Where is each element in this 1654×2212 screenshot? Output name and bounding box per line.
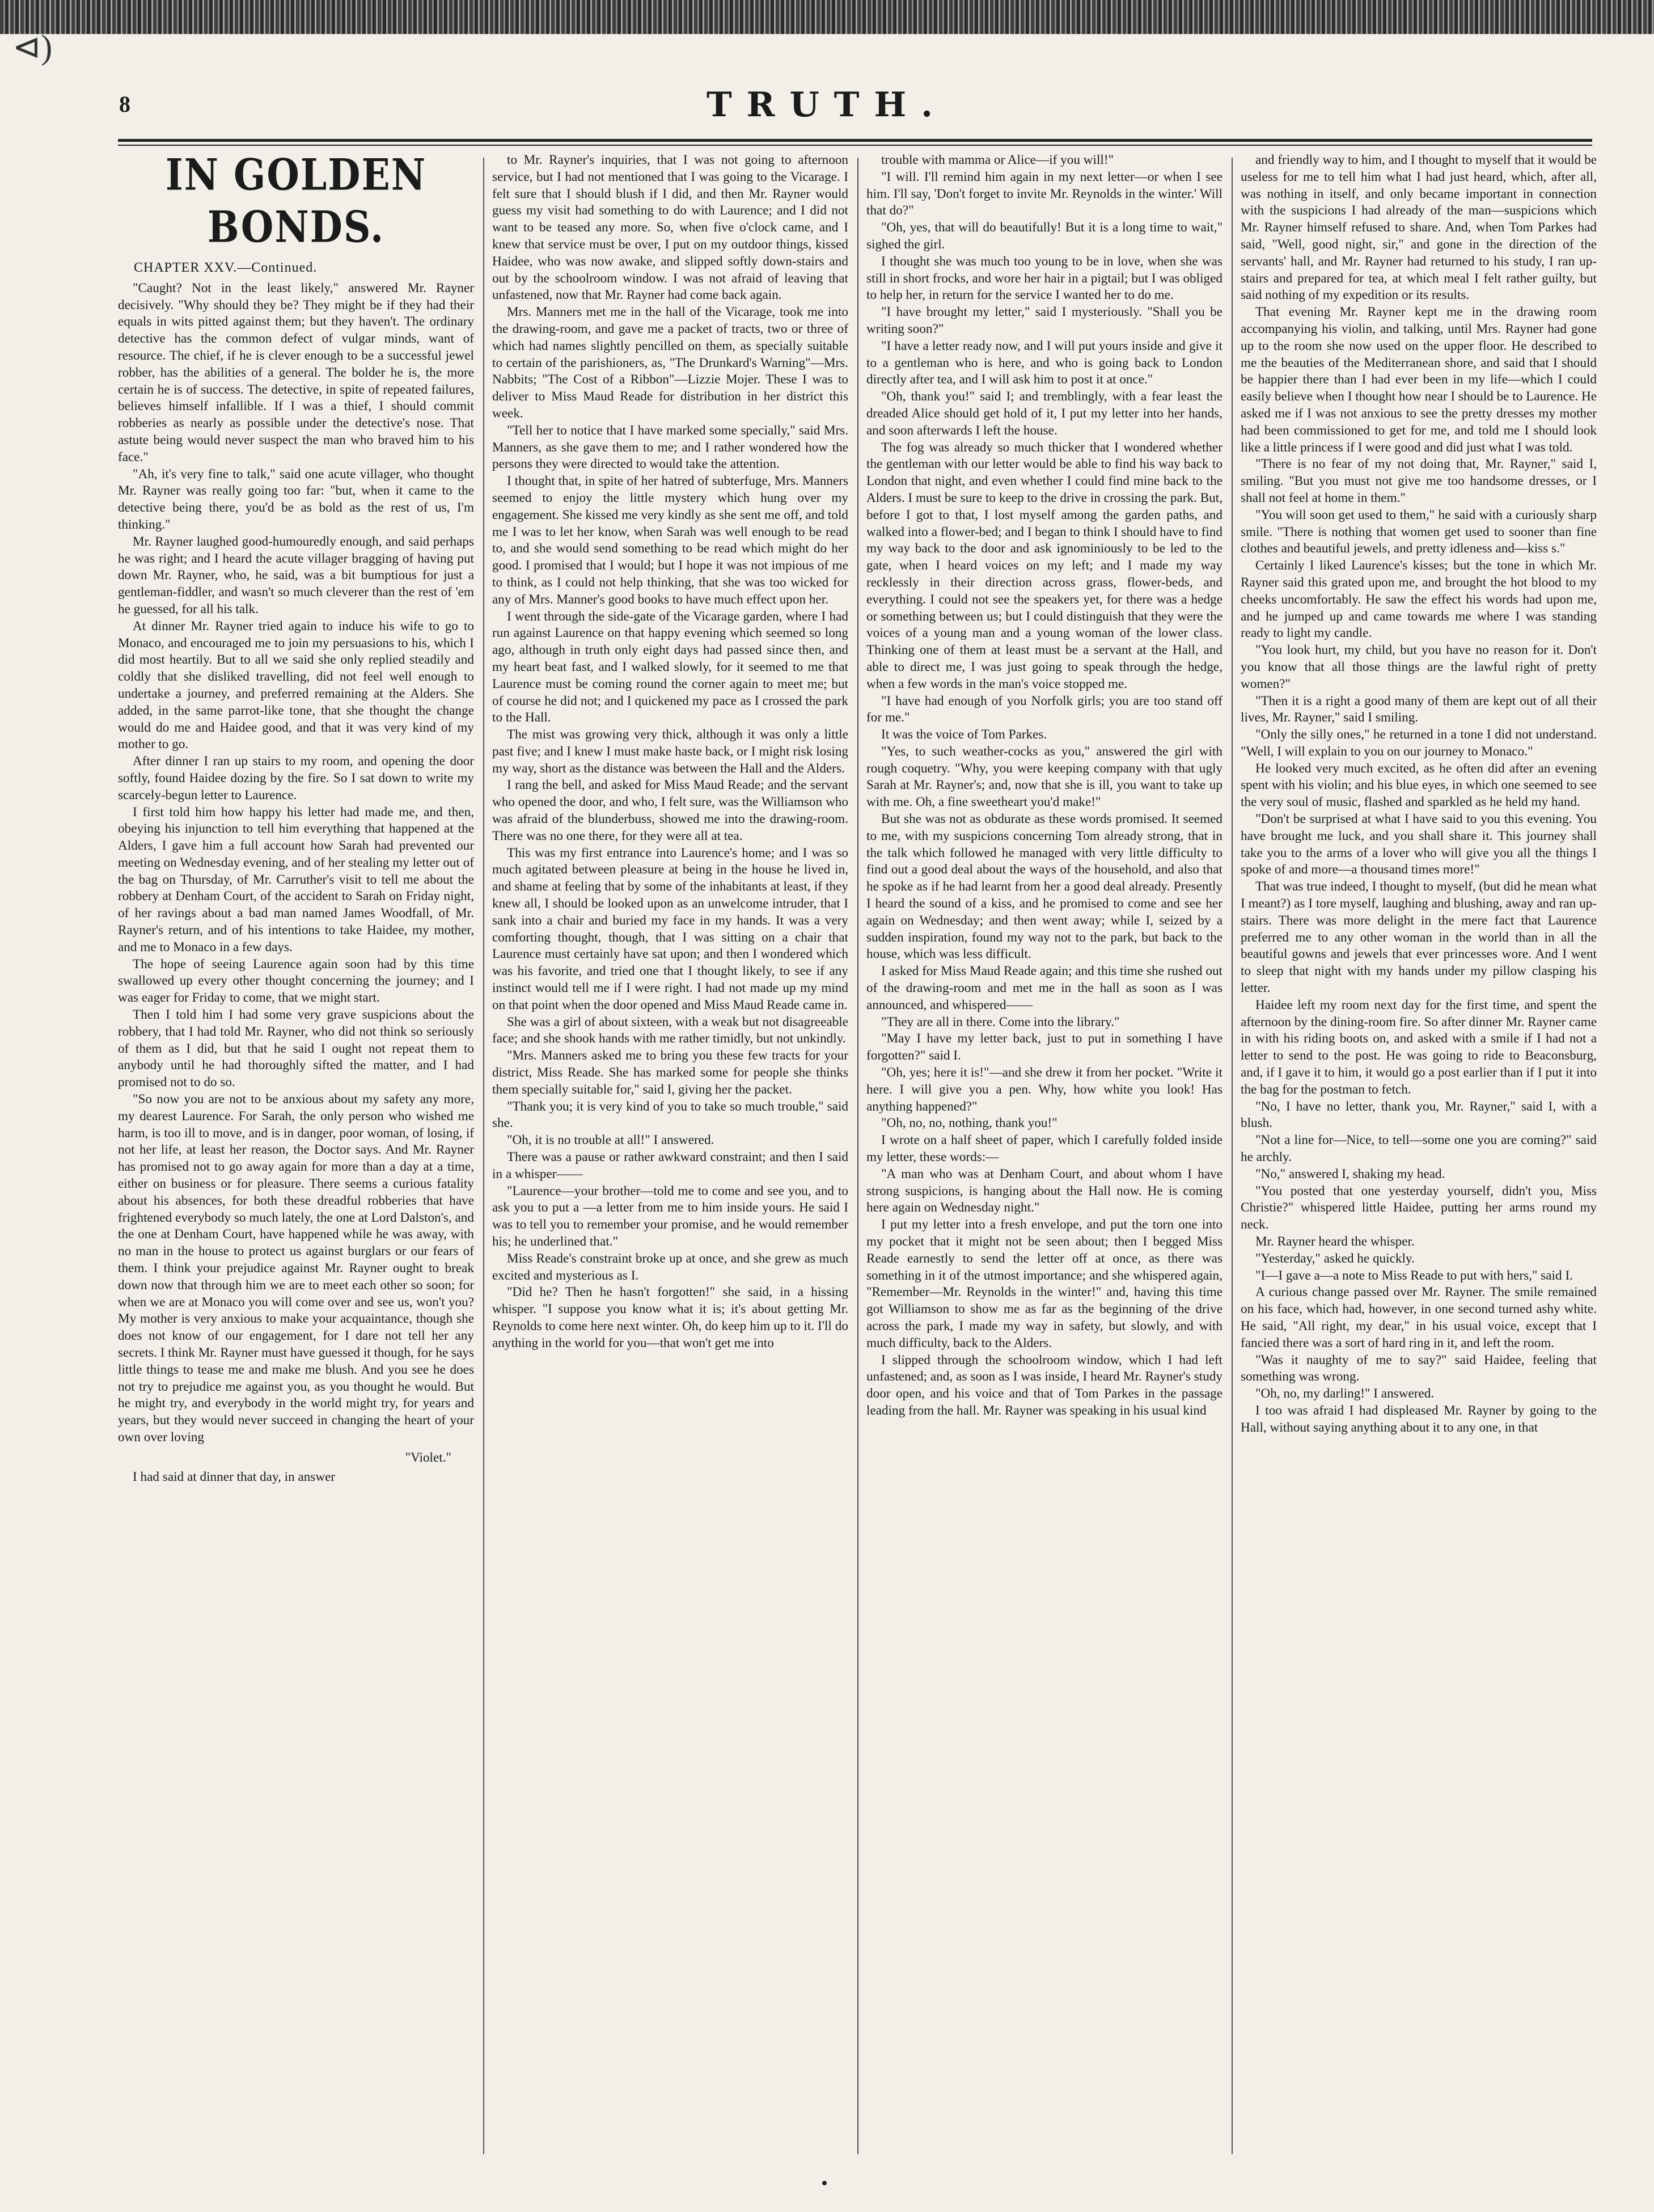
paragraph: "Tell her to notice that I have marked some specially," said Mrs. Manners, as she gave them to me; and I rather wondered how the persons they were directed to would take the attention. xyxy=(492,423,848,472)
paragraph: "Laurence—your brother—told me to come and see you, and to ask you to put a —a letter from me to him inside yours. He said I was to tell you to remember your promise, and he would remember his; he underlined that." xyxy=(492,1183,848,1249)
paragraph: "I will. I'll remind him again in my next letter—or when I see him. I'll say, 'Don't forget to invite Mr. Reynolds in the winter.' Will that do?" xyxy=(866,169,1222,218)
column-4 xyxy=(1241,152,1597,2171)
paragraph: "Oh, no, my darling!" I answered. xyxy=(1255,1386,1435,1402)
paragraph: "Oh, yes; here it is!"—and she drew it from her pocket. "Write it here. I will give you a pen. Why, how white you look! Has anything happened?" xyxy=(866,1065,1222,1114)
corner-mark: ⊲) xyxy=(12,28,53,66)
paragraph: "I have brought my letter," said I mysteriously. "Shall you be writing soon?" xyxy=(866,305,1222,336)
paragraph: "May I have my letter back, just to put in something I have forgotten?" said I. xyxy=(866,1031,1222,1063)
story-title: IN GOLDEN BONDS. xyxy=(165,152,427,252)
paragraph: "Yesterday," asked he quickly. xyxy=(1255,1251,1415,1266)
paragraph: After dinner I ran up stairs to my room, and opening the door softly, found Haidee dozing by the fire. So I sat down to write my scarcely-begun letter to Laurence. xyxy=(118,754,474,803)
paragraph: "I have had enough of you Norfolk girls; you are too stand off for me." xyxy=(866,693,1222,725)
paragraph: Haidee left my room next day for the first time, and spent the afternoon by the dining-room fire. So after dinner Mr. Rayner came in with his riding boots on, and asked with a smile if I had not a letter to send to the post. He was going to ride to Beaconsburg, and, if I gave it to him, it would go a post earlier than if I put it into the bag for the postman to fetch. xyxy=(1241,997,1597,1097)
paragraph: "Oh, yes, that will do beautifully! But it is a long time to wait," sighed the girl. xyxy=(866,220,1222,252)
chapter-heading: CHAPTER XXV.—Continued. xyxy=(134,260,318,275)
paragraph: "Ah, it's very fine to talk," said one acute villager, who thought Mr. Rayner was really going too far: "but, when it came to the detective being there, you'd be as bold as the rest of us, I'm thinking." xyxy=(118,466,474,532)
paragraph: "I—I gave a—a note to Miss Reade to put with hers," said I. xyxy=(1255,1268,1573,1283)
paragraph: The mist was growing very thick, although it was only a little past five; and I knew I must make haste back, or I might risk losing my way, short as the distance was between the Hall and the Alders. xyxy=(492,727,848,776)
paragraph: He looked very much excited, as he often did after an evening spent with his violin; and his blue eyes, in which one seemed to see the very soul of music, flashed and sparkled as he held my hand. xyxy=(1241,761,1597,810)
paragraph: "Don't be surprised at what I have said to you this evening. You have brought me luck, and you shall share it. This journey shall take you to the arms of a lover who will give you all the things I spoke of and more—a thousand times more!" xyxy=(1241,812,1597,877)
paragraph: "Thank you; it is very kind of you to take so much trouble," said she. xyxy=(492,1099,848,1131)
paragraph: "No," answered I, shaking my head. xyxy=(1255,1166,1445,1181)
column-divider xyxy=(1232,158,1233,2154)
paragraph: Miss Reade's constraint broke up at once, and she grew as much excited and mysterious as I. xyxy=(492,1251,848,1283)
column-divider xyxy=(857,158,858,2154)
paragraph: "You will soon get used to them," he said with a curiously sharp smile. "There is nothing that women get used to sooner than fine clothes and beautiful jewels, and pretty idleness and—kiss s." xyxy=(1241,507,1597,556)
paragraph: "Oh, thank you!" said I; and tremblingly, with a fear least the dreaded Alice should get hold of it, I put my letter into her hands, and soon afterwards I left the house. xyxy=(866,389,1222,438)
column-1 xyxy=(118,152,474,2171)
paragraph: It was the voice of Tom Parkes. xyxy=(881,727,1047,742)
paragraph: I had said at dinner that day, in answer xyxy=(133,1469,336,1484)
paragraph: Certainly I liked Laurence's kisses; but the tone in which Mr. Rayner said this grated upon me, and brought the hot blood to my cheeks uncomfortably. He saw the effect his words had upon me, and he jumped up and came towards me where I was standing ready to light my candle. xyxy=(1241,558,1597,641)
paragraph: "They are all in there. Come into the library." xyxy=(881,1014,1120,1029)
paragraph: I slipped through the schoolroom window, which I had left unfastened; and, as soon as I was inside, I heard Mr. Rayner's study door open, and his voice and that of Tom Parkes in the passage leading from the hall. Mr. Rayner was speaking in his usual kind xyxy=(866,1352,1222,1418)
paragraph: Then I told him I had some very grave suspicions about the robbery, that I had told Mr. Rayner, who did not think so seriously of them as I did, but that he said I ought not repeat them to anybody until he had thoroughly sifted the matter, and I had promised not to do so. xyxy=(118,1007,474,1090)
paragraph: "So now you are not to be anxious about my safety any more, my dearest Laurence. For Sarah, the only person who wished me harm, is too ill to move, and is in danger, poor woman, of losing, if not her life, at least her reason, the Doctor says. And Mr. Rayner has promised not to go away again for more than a day at a time, either on business or for pleasure. There seems a curious fatality about his absences, for both these dreadful robberies that have frightened everybody so much lately, the one at Lord Dalston's, and the one at Denham Court, have happened while he was away, with no man in the house to protect us against burglars or our fears of them. I think your prejudice against Mr. Rayner ought to break down now that through him we are to meet each other so soon; for when we are at Monaco you will come over and see us, won't you? My mother is very anxious to make your acquaintance, though she does not know of our engagement, for I dare not tell her any secrets. I think Mr. Rayner must have guessed it though, for he says little things to tease me and make me blush. And you see he does not try to prejudice me against you, as you thought he would. But he might try, and everybody in the world might try, for years and years, but they would never succeed in changing the heart of your own over loving xyxy=(118,1092,474,1445)
paragraph: "Oh, it is no trouble at all!" I answered. xyxy=(507,1133,714,1148)
column-divider xyxy=(483,158,484,2154)
scan-speck xyxy=(822,2181,827,2185)
paragraph: But she was not as obdurate as these words promised. It seemed to me, with my suspicions concerning Tom already strong, that in the talk which followed he managed with very little difficulty to find out a good deal about the ways of the household, and also that he spoke as if he had learnt from her a good deal already. Presently I heard the sound of a kiss, and he promised to come and see her again on Wednesday; and then went away; while I, seized by a sudden inspiration, found my way not to the park, but back to the house, which was less difficult. xyxy=(866,812,1222,962)
paragraph: I rang the bell, and asked for Miss Maud Reade; and the servant who opened the door, and who, I felt sure, was the Williamson who was afraid of the blunderbuss, showed me into the drawing-room. There was no one there, for they were all at tea. xyxy=(492,778,848,843)
paragraph: "No, I have no letter, thank you, Mr. Rayner," said I, with a blush. xyxy=(1241,1099,1597,1131)
paragraph: I asked for Miss Maud Reade again; and this time she rushed out of the drawing-room and met me in the hall as soon as I was announced, and whispered—— xyxy=(866,964,1222,1012)
paragraph: "You posted that one yesterday yourself, didn't you, Miss Christie?" whispered little Haidee, putting her arms round my neck. xyxy=(1241,1183,1597,1232)
paragraph: "I have a letter ready now, and I will put yours inside and give it to a gentleman who is here, and who is going back to London directly after tea, and I will ask him to post it at once." xyxy=(866,338,1222,387)
paragraph: Mr. Rayner laughed good-humouredly enough, and said perhaps he was right; and I heard the acute villager bragging of having put down Mr. Rayner, who, he said, was a bit bumptious for just a gentleman-fiddler, and wasn't so much cleverer than the rest of 'em he guessed, for all his talk. xyxy=(118,534,474,617)
paragraph: "Only the silly ones," he returned in a tone I did not understand. "Well, I will explain to you on our journey to Monaco." xyxy=(1241,727,1597,759)
column-2 xyxy=(492,152,848,2171)
paragraph: "Oh, no, no, nothing, thank you!" xyxy=(881,1116,1057,1131)
paragraph: The hope of seeing Laurence again soon had by this time swallowed up every other thought concerning the journey; and I was eager for Friday to come, that we might start. xyxy=(118,956,474,1006)
paragraph: That evening Mr. Rayner kept me in the drawing room accompanying his violin, and talking, until Mrs. Rayner had gone up to the room she now used on the upper floor. He described to me the beauties of the Mediterranean shore, and said that I should be happier there than I had ever been in my life—which I could easily believe when I thought how near I should be to Laurence. He asked me if I was not anxious to see the pretty dresses my mother had been commissioned to get for me, and told me I should look like a little princess if I were good and did just what I was told. xyxy=(1241,305,1597,455)
paragraph: "Yes, to such weather-cocks as you," answered the girl with rough coquetry. "Why, you were keeping company with that ugly Sarah at Mr. Rayner's; and, now that she is ill, you want to take up with me. Oh, a fine sweetheart you'd make!" xyxy=(866,744,1222,810)
paragraph: Mr. Rayner heard the whisper. xyxy=(1255,1234,1415,1249)
paragraph: This was my first entrance into Laurence's home; and I was so much agitated between pleasure at being in the house he lived in, and shame at feeling that by some of the inhabitants at least, if they knew all, I should be looked upon as an unwelcome intruder, that I sank into a chair and buried my face in my hands. It was a very comforting thought, though, that I was sitting on a chair that Laurence must certainly have sat upon; and then I wondered which was his favorite, and tried one that I thought likely, to see if any instinct would tell me if I were right. I had not made up my mind on that point when the door opened and Miss Maud Reade came in. xyxy=(492,845,848,1012)
paragraph: "A man who was at Denham Court, and about whom I have strong suspicions, is hanging about the Hall now. He is coming here again on Wednesday night." xyxy=(866,1166,1222,1215)
paragraph: to Mr. Rayner's inquiries, that I was not going to afternoon service, but I had not mentioned that I was going to the Vicarage. I felt sure that I should blush if I did, and then Mr. Rayner would guess my visit had something to do with Laurence; and I did not want to be teased any more. So, when five o'clock came, and I knew that service must be over, I put on my outdoor things, kissed Haidee, who was now awake, and slipped softly down-stairs and out by the schoolroom window. I was not afraid of leaving that unfastened, now that Mr. Rayner had come back again. xyxy=(492,153,848,303)
paragraph: I too was afraid I had displeased Mr. Rayner by going to the Hall, without saying anything about it to any one, in that xyxy=(1241,1403,1597,1435)
paragraph: "Mrs. Manners asked me to bring you these few tracts for your district, Miss Reade. She has marked some for people she thinks them specially suitable for," said I, giving her the packet. xyxy=(492,1048,848,1097)
paragraph: That was true indeed, I thought to myself, (but did he mean what I meant?) as I tore myself, laughing and blushing, away and ran up-stairs. There was more delight in the mere fact that Laurence preferred me to any other woman in the world than in all the beautiful gowns and jewels that ever princesses wore. And I went to sleep that night with my hands under my pillow clasping his letter. xyxy=(1241,879,1597,996)
paragraph: trouble with mamma or Alice—if you will!" xyxy=(881,153,1114,167)
paragraph: I thought that, in spite of her hatred of subterfuge, Mrs. Manners seemed to enjoy the little mystery which hung over my engagement. She kissed me very kindly as she sent me off, and told me I was to let her know, when Sarah was well enough to be read to, and she would send something to be read which might do her good. I promised that I would; but I hope it was not impious of me to think, as I could not help thinking, that she was too wicked for any of Mrs. Manner's good books to have much effect upon her. xyxy=(492,474,848,607)
publication-title: TRUTH. xyxy=(706,85,948,125)
paragraph: The fog was already so much thicker that I wondered whether the gentleman with our letter would be able to find his way back to London that night, and even whether I could find mine back to the Alders. I must be sure to keep to the drive in crossing the park. But, before I got to that, I lost myself among the garden paths, and walked into a flower-bed; and I began to think I should have to find my way back to the door and ask ignominiously to be led to the gate, when I heard voices on my left; and I made my way recklessly in their direction across grass, flower-beds, and everything. I could not see the speakers yet, for there was a hedge or something between us; but I could distinguish that they were the voices of a young man and a young woman of the lower class. Thinking one of them at least must be a servant at the Hall, and able to direct me, I was just going to speak through the hedge, when a few words in the man's voice stopped me. xyxy=(866,440,1222,691)
paragraph: I thought she was much too young to be in love, when she was still in short frocks, and wore her hair in a pigtail; but I was obliged to help her, in return for the service I wanted her to do me. xyxy=(866,254,1222,303)
paragraph: "Then it is a right a good many of them are kept out of all their lives, Mr. Rayner," said I smiling. xyxy=(1241,693,1597,725)
header-rule-thin xyxy=(118,145,1592,146)
paragraph: I wrote on a half sheet of paper, which I carefully folded inside my letter, these words:— xyxy=(866,1133,1222,1165)
letter-signature: "Violet." xyxy=(405,1450,451,1465)
paragraph: and friendly way to him, and I thought to myself that it would be useless for me to tell him what I had just heard, which, after all, was nothing in itself, and only became important in connection with the suspicions I had already of the man—suspicions which Mr. Rayner himself refused to share. And, when Tom Parkes had said, "Well, good night, sir," and gone in the direction of the servants' hall, and Mr. Rayner had returned to his study, I ran up-stairs and prepared for tea, at which meal I felt rather guilty, but said nothing of my expedition or its results. xyxy=(1241,153,1597,303)
paragraph: "Not a line for—Nice, to tell—some one you are coming?" said he archly. xyxy=(1241,1133,1597,1165)
paragraph: I first told him how happy his letter had made me, and then, obeying his injunction to tell him everything that happened at the Alders, I gave him a full account how Sarah had prevented our meeting on Wednesday evening, and of her stealing my letter out of the bag on Thursday, of Mr. Carruther's visit to tell me about the robbery at Denham Court, of the accident to Sarah on Friday night, of her ravings about a bad man named James Woodfall, of Mr. Rayner's return, and of his intentions to take Haidee, my mother, and me to Monaco in a few days. xyxy=(118,804,474,955)
paragraph: She was a girl of about sixteen, with a weak but not disagreeable face; and she shook hands with me rather timidly, but not unkindly. xyxy=(492,1014,848,1046)
paragraph: Mrs. Manners met me in the hall of the Vicarage, took me into the drawing-room, and gave me a packet of tracts, two or three of which had names slightly pencilled on them, as specially suitable to certain of the parishioners, as, "The Drunkard's Warning"—Mrs. Nabbits; "The Cost of a Ribbon"—Lizzie Mojer. These I was to deliver to Miss Maud Reade for distribution in her district this week. xyxy=(492,305,848,421)
page-number: 8 xyxy=(119,91,130,117)
article-columns xyxy=(118,152,1597,2171)
paragraph: "Was it naughty of me to say?" said Haidee, feeling that something was wrong. xyxy=(1241,1352,1597,1384)
paragraph: "You look hurt, my child, but you have no reason for it. Don't you know that all those things are the lawful right of pretty women?" xyxy=(1241,643,1597,691)
header-rule-thick xyxy=(118,139,1592,142)
paragraph: "Caught? Not in the least likely," answered Mr. Rayner decisively. "Why should they be? They might be if they had their equals in wits pitted against them; but they haven't. The ordinary detective has the common defect of vulgar minds, want of resource. The chief, if he is clever enough to be a successful jewel robber, has the abilities of a general. The bolder he is, the more certain he is of success. The detective, in spite of repeated failures, believes himself infallible. If I was a thief, I should commit robberies as nearly as possible under the detective's nose. That astute being would never suspect the man who braved him to his face." xyxy=(118,280,474,465)
paragraph: A curious change passed over Mr. Rayner. The smile remained on his face, which had, however, in one second turned ashy white. He said, "All right, my dear," in his usual voice, except that I fancied there was a sort of hard ring in it, and left the room. xyxy=(1241,1285,1597,1350)
paragraph: There was a pause or rather awkward constraint; and then I said in a whisper—— xyxy=(492,1150,848,1181)
paragraph: I put my letter into a fresh envelope, and put the torn one into my pocket that it might not be seen about; then I begged Miss Reade earnestly to send the letter off at once, as there was something in it of the utmost importance; and she whispered again, "Remember—Mr. Reynolds in the winter!" and, having this time got Williamson to show me as far as the beginning of the drive across the park, I made my way in safety, but slowly, and with much difficulty, back to the Alders. xyxy=(866,1217,1222,1350)
scan-top-edge xyxy=(0,0,1654,34)
paragraph: At dinner Mr. Rayner tried again to induce his wife to go to Monaco, and encouraged me to join my persuasions to his, which I did most heartily. But to all we said she only replied steadily and coldly that she disliked travelling, did not feel well enough to undertake a journey, and preferred remaining at the Alders. She added, in the same parrot-like tone, that she thought the change would do me and Haidee good, and that it was very kind of my mother to go. xyxy=(118,618,474,752)
paragraph: I went through the side-gate of the Vicarage garden, where I had run against Laurence on that happy evening which seemed so long ago, although in truth only eight days had passed since then, and my heart beat fast, and I walked slowly, for it seemed to me that Laurence must be coming round the corner again to meet me; but of course he did not; and I quickened my pace as I crossed the park to the Hall. xyxy=(492,609,848,725)
paragraph: "There is no fear of my not doing that, Mr. Rayner," said I, smiling. "But you must not give me too handsome dresses, or I shall not feel at home in them." xyxy=(1241,457,1597,505)
paragraph: "Did he? Then he hasn't forgotten!" she said, in a hissing whisper. "I suppose you know what it is; it's about getting Mr. Reynolds to come here next winter. Oh, do keep him up to it. I'll do anything in the world for you—that won't get me into xyxy=(492,1285,848,1350)
column-3 xyxy=(866,152,1222,2171)
